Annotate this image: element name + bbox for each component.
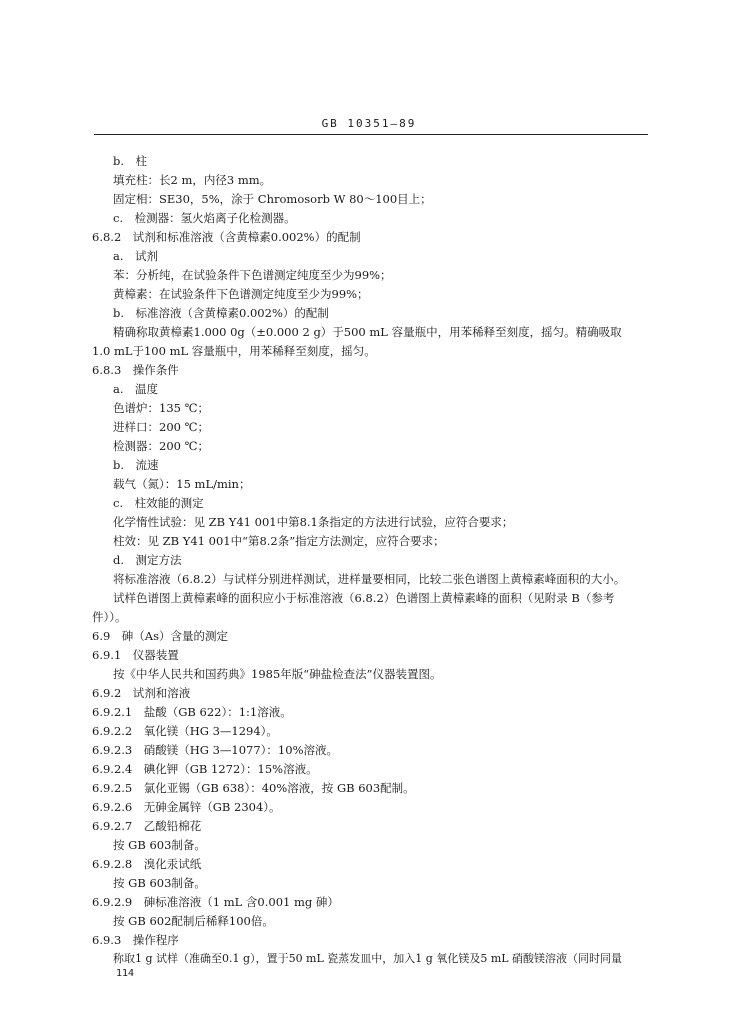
text-line: 6.9.2.6 无砷金属锌（GB 2304）。 [92, 800, 281, 814]
text-line: 填充柱：长2 m，内径3 mm。 [113, 173, 272, 187]
text-line: 黄樟素：在试验条件下色谱测定纯度至少为99%； [113, 287, 369, 301]
text-line: 按《中华人民共和国药典》1985年版“砷盐检查法”仪器装置图。 [113, 667, 442, 681]
section-heading: 6.8.3 操作条件 [92, 363, 179, 377]
text-line: 6.9.2.9 砷标准溶液（1 mL 含0.001 mg 砷） [92, 895, 339, 909]
text-line: 化学惰性试验：见 ZB Y41 001中第8.1条指定的方法进行试验，应符合要求； [113, 515, 514, 529]
text-line: b. 流速 [113, 458, 159, 472]
text-line: 6.9.2.3 硝酸镁（HG 3—1077）：10%溶液。 [92, 743, 338, 757]
text-line: 试样色谱图上黄樟素峰的面积应小于标准溶液（6.8.2）色谱图上黄樟素峰的面积（见附录 B（参考 [113, 591, 615, 605]
section-heading: 6.9 砷（As）含量的测定 [92, 629, 228, 643]
section-heading: 6.9.1 仪器装置 [92, 648, 179, 662]
text-line: 精确称取黄樟素1.000 0g（±0.000 2 g）于500 mL 容量瓶中，用苯稀释至刻度，摇匀。精确吸取 [113, 325, 622, 339]
section-heading: 6.9.2 试剂和溶液 [92, 686, 191, 700]
section-heading: 6.8.2 试剂和标准溶液（含黄樟素0.002%）的配制 [92, 230, 361, 244]
text-line: 件））。 [92, 610, 127, 624]
text-line: a. 温度 [113, 382, 159, 396]
text-line: 按 GB 602配制后稀释100倍。 [113, 914, 274, 928]
text-line: a. 试剂 [113, 249, 159, 263]
text-line: 6.9.2.2 氧化镁（HG 3—1294）。 [92, 724, 278, 738]
text-line: 称取1 g 试样（准确至0.1 g），置于50 mL 瓷蒸发皿中，加入1 g 氧化镁及5 mL 硝酸镁溶液（同时同量 [113, 952, 623, 965]
standard-header: GB 10351—89 [321, 117, 417, 130]
text-line: 将标准溶液（6.8.2）与试样分别进样测试，进样量要相同，比较二张色谱图上黄樟素峰面积的大小。 [113, 572, 626, 586]
text-line: 载气（氮）：15 mL/min； [113, 477, 251, 491]
text-line: c. 检测器：氢火焰离子化检测器。 [113, 211, 296, 225]
text-line: 6.9.2.8 溴化汞试纸 [92, 857, 202, 871]
text-line: 检测器：200 ℃； [113, 439, 209, 453]
text-line: 6.9.2.5 氯化亚锡（GB 638）：40%溶液，按 GB 603配制。 [92, 781, 415, 795]
text-line: b. 柱 [113, 154, 148, 168]
text-line: 柱效：见 ZB Y41 001中“第8.2条”指定方法测定，应符合要求； [113, 534, 445, 548]
section-heading: 6.9.3 操作程序 [92, 933, 179, 947]
text-line: 6.9.2.1 盐酸（GB 622）：1:1溶液。 [92, 705, 292, 719]
text-line: c. 柱效能的测定 [113, 496, 204, 510]
text-line: 按 GB 603制备。 [113, 838, 206, 852]
text-line: 进样口：200 ℃； [113, 420, 209, 434]
text-line: 6.9.2.7 乙酸铅棉花 [92, 819, 202, 833]
text-line: 固定相：SE30，5%，涂于 Chromosorb W 80～100目上； [113, 192, 432, 206]
text-line: 苯：分析纯，在试验条件下色谱测定纯度至少为99%； [113, 268, 392, 282]
header-rule [94, 134, 648, 135]
text-line: 按 GB 603制备。 [113, 876, 206, 890]
page-number: 114 [116, 968, 135, 979]
text-line: d. 测定方法 [113, 553, 182, 567]
text-line: 色谱炉：135 ℃； [113, 401, 209, 415]
text-line: 1.0 mL于100 mL 容量瓶中，用苯稀释至刻度，摇匀。 [92, 344, 376, 358]
text-line: 6.9.2.4 碘化钾（GB 1272）：15%溶液。 [92, 762, 318, 776]
text-line: b. 标准溶液（含黄樟素0.002%）的配制 [113, 306, 329, 320]
